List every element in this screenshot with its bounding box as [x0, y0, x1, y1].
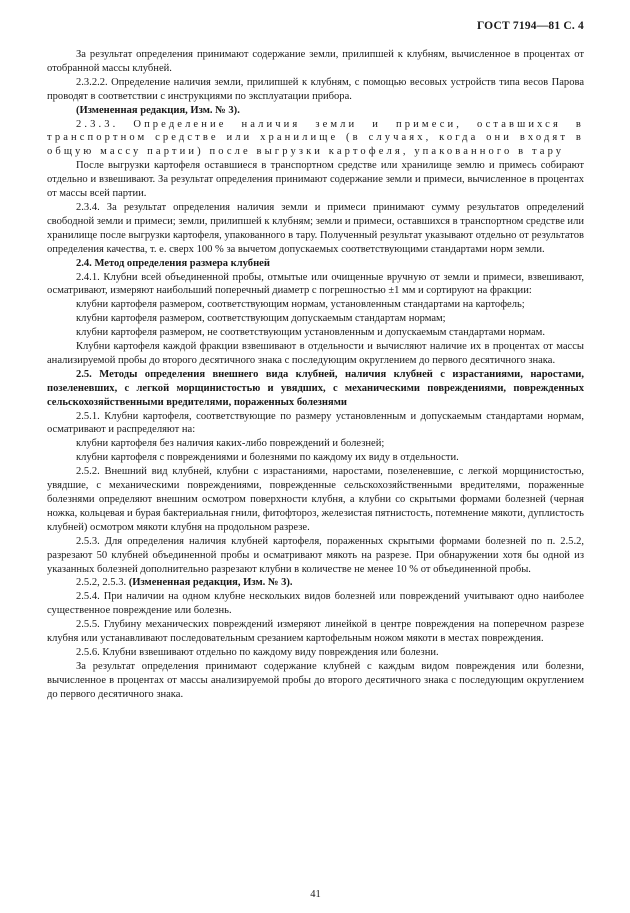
paragraph: За результат определения принимают содержание земли, прилипшей к клубням, вычисленное в процентах от отобранной массы клубней. — [47, 49, 584, 74]
list-item: клубни картофеля размером, соответствующим допускаемым стандартам нормам; — [76, 313, 446, 325]
paragraph: За результат определения принимают содержание клубней с каждым видом повреждения или болезни, вычисленное в процентах от массы анализируемой пробы до второго десятичного знака с последующим округлением до первого десятичного знака. — [47, 660, 584, 700]
list-item: клубни картофеля размером, не соответствующим установленным и допускаемым стандартами нормам. — [76, 327, 545, 339]
paragraph: 2.5.2. Внешний вид клубней, клубни с израстаниями, наростами, позеленевшие, с легкой морщинистостью, увядшие, с механическими повреждениями, поврежденные сельскохозяйственными вредителями, пораженные болезнями определяют внешним осмотром поверхности клубня, а клубни со скрытыми формами болезней (черная ножка, кольцевая и бурая бактериальная гнили, фитофтороз, железистая пятнистость, потемнение мякоти, дуплистость клубней) осмотром мякоти клубня на продольном разрезе. — [47, 466, 584, 533]
paragraph: 2.5.4. При наличии на одном клубне нескольких видов болезней или повреждений учитывают одно наиболее существенное повреждение или болезнь. — [47, 591, 584, 617]
paragraph: После выгрузки картофеля оставшиеся в транспортном средстве или хранилище землю и примесь собирают отдельно и взвешивают. За результат определения принимают содержание земли и примеси, вычисленное в процентах от массы всей партии. — [47, 160, 584, 200]
list-item: клубни картофеля с повреждениями и болезнями по каждому их виду в отдельности. — [76, 452, 459, 464]
section-heading: 2.4. Метод определения размера клубней — [76, 257, 270, 269]
amendment-note-bold: (Измененная редакция, Изм. № 3). — [128, 577, 293, 589]
document-page — [47, 20, 584, 900]
paragraph: 2.3.4. За результат определения наличия земли и примеси принимают сумму результатов определений свободной земли и примеси; земли, прилипшей к клубням; земли и примеси, оставшихся в транспортном средстве или хранилище после выгрузки картофеля, упакованного в тару. Полученный результат указывают отдельно от результатов определения качества, т. е. сверх 100 % за вычетом допускаемых соответствующими стандартами норм земли. — [47, 201, 584, 255]
paragraph: 2.5.6. Клубни взвешивают отдельно по каждому виду повреждения или болезни. — [76, 646, 439, 658]
page-header: ГОСТ 7194—81 С. 4 — [476, 20, 584, 32]
paragraph: Клубни картофеля каждой фракции взвешивают в отдельности и вычисляют наличие их в процентах от массы анализируемой пробы до второго десятичного знака с последующим округлением до первого десятичного знака. — [47, 341, 584, 366]
amendment-note: 2.5.2, 2.5.3. (Измененная редакция, Изм. № 3). — [76, 577, 293, 589]
paragraph: 2.4.1. Клубни всей объединенной пробы, отмытые или очищенные вручную от земли и примеси, взвешивают, осматривают, измеряют наибольший поперечный диаметр с погрешностью ±1 мм и сортируют на фракции: — [47, 271, 584, 297]
section-heading: 2.5. Методы определения внешнего вида клубней, наличия клубней с израстаниями, наростами, позеленевших, с легкой морщинистостью и увядших, с механическими повреждениями, поврежденных сельскохозяйственными вредителями, пораженных болезнями — [47, 368, 584, 408]
list-item: клубни картофеля без наличия каких-либо повреждений и болезней; — [76, 438, 385, 450]
paragraph: 2.3.2.2. Определение наличия земли, прилипшей к клубням, с помощью весовых устройств типа весов Парова проводят в соответствии с инструкциями по эксплуатации прибора. — [47, 76, 584, 102]
amendment-note: (Измененная редакция, Изм. № 3). — [76, 104, 240, 116]
paragraph: 2.5.5. Глубину механических повреждений измеряют линейкой в центре повреждения на поперечном разрезе клубня или устанавливают последовательным срезанием картофельным ножом мякоти в местах повреждения. — [47, 619, 584, 645]
list-item: клубни картофеля размером, соответствующим нормам, установленным стандартами на картофель; — [76, 299, 525, 311]
section-heading: 2.3.3. Определение наличия земли и примеси, оставшихся в транспортном средстве или хранилище (в случаях, когда они входят в общую массу партии) после выгрузки картофеля, упакованного в тару — [47, 118, 584, 158]
page-number: 41 — [310, 889, 321, 900]
paragraph: 2.5.3. Для определения наличия клубней картофеля, пораженных скрытыми формами болезней по п. 2.5.2, разрезают 50 клубней объединенной пробы и осматривают мякоть на разрезе. При обнаружении хотя бы одной из указанных болезней дополнительно разрезают клубни в количестве не менее 10 % от объединенной пробы. — [47, 535, 584, 575]
paragraph: 2.5.1. Клубни картофеля, соответствующие по размеру установленным и допускаемым стандартами нормам, осматривают и распределяют на: — [47, 410, 584, 436]
